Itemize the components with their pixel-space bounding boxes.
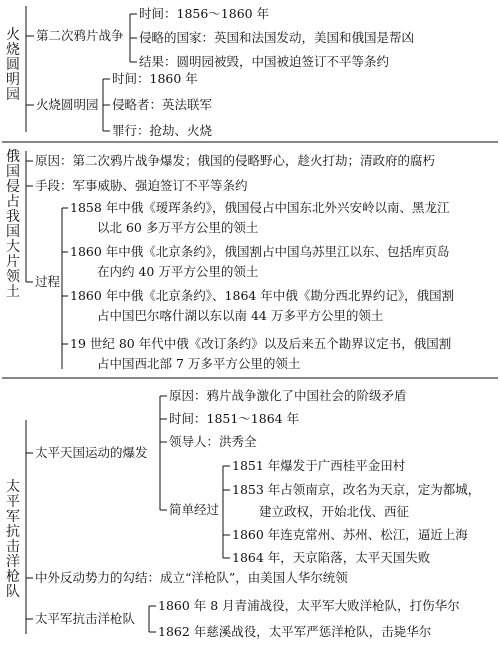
taiping-leader: 领导人：洪秀全	[169, 434, 257, 449]
node-burning: 火烧圆明园	[36, 97, 99, 112]
node-resist-ever-victorious-army: 太平军抗击洋枪队	[35, 611, 136, 626]
node-taiping-outbreak: 太平天国运动的爆发	[35, 445, 148, 460]
taiping-process-2: 1853 年占领南京，改名为天京，定为都城，	[232, 482, 481, 497]
treaty-4-line-1: 19 世纪 80 年代中俄《改订条约》以及后来五个勘界议定书，俄国割	[70, 336, 452, 351]
burn-time: 时间：1860 年	[112, 71, 198, 86]
taiping-process-1: 1851 年爆发于广西桂平金田村	[232, 458, 406, 473]
taiping-cause: 原因：鸦片战争激化了中国社会的阶级矛盾	[169, 388, 407, 403]
war-result: 结果：圆明园被毁，中国被迫签订不平等条约	[139, 54, 390, 69]
treaty-2-line-1: 1860 年中俄《北京条约》，俄国割占中国乌苏里江以东、包括库页岛	[70, 244, 450, 259]
treaty-1-line-2: 以北 60 多万平方公里的领土	[97, 220, 259, 235]
war-aggressors: 侵略的国家：英国和法国发动，美国和俄国是帮凶	[139, 30, 415, 45]
treaty-4-line-2: 占中国西北部 7 万多平方公里的领土	[97, 356, 301, 371]
taiping-process-3: 1860 年连克常州、苏州、松江，逼近上海	[232, 527, 468, 542]
foreign-collusion: 中外反动势力的勾结：成立“洋枪队”，由美国人华尔统领	[35, 570, 348, 585]
russia-process-label: 过程	[35, 274, 61, 289]
war-time: 时间：1856～1860 年	[139, 6, 270, 21]
treaty-2-line-2: 在内约 40 万平方公里的领土	[97, 264, 259, 279]
section-title-taiping: 太平军抗击洋枪队	[6, 479, 20, 600]
taiping-process-label: 简单经过	[169, 502, 220, 517]
taiping-process-2-cont: 建立政权，开始北伐、西征	[259, 504, 410, 519]
russia-means: 手段：军事威胁、强迫签订不平等条约	[35, 178, 248, 193]
section-title-burning-yuanmingyuan: 火烧圆明园	[6, 27, 20, 103]
node-second-opium-war: 第二次鸦片战争	[36, 28, 124, 43]
burn-aggressors: 侵略者：英法联军	[112, 97, 213, 112]
treaty-3-line-2: 占中国巴尔喀什湖以东以南 44 万多平方公里的领土	[97, 308, 384, 323]
battle-cixi: 1862 年慈溪战役，太平军严惩洋枪队，击毙华尔	[158, 624, 432, 639]
section-title-russia: 俄国侵占我国大片领土	[6, 149, 20, 300]
treaty-3-line-1: 1860 年中俄《北京条约》、1864 年中俄《勘分西北界约记》，俄国割	[70, 288, 455, 303]
battle-qingpu: 1860 年 8 月青浦战役，太平军大败洋枪队，打伤华尔	[158, 598, 460, 613]
taiping-process-4: 1864 年，天京陷落，太平天国失败	[232, 550, 431, 565]
treaty-1-line-1: 1858 年中俄《瑷珲条约》，俄国侵占中国东北外兴安岭以南、黑龙江	[70, 200, 450, 215]
russia-cause: 原因：第二次鸦片战争爆发；俄国的侵略野心，趁火打劫；清政府的腐朽	[35, 153, 436, 168]
burn-crimes: 罪行：抢劫、火烧	[112, 123, 213, 138]
taiping-time: 时间：1851～1864 年	[169, 411, 300, 426]
